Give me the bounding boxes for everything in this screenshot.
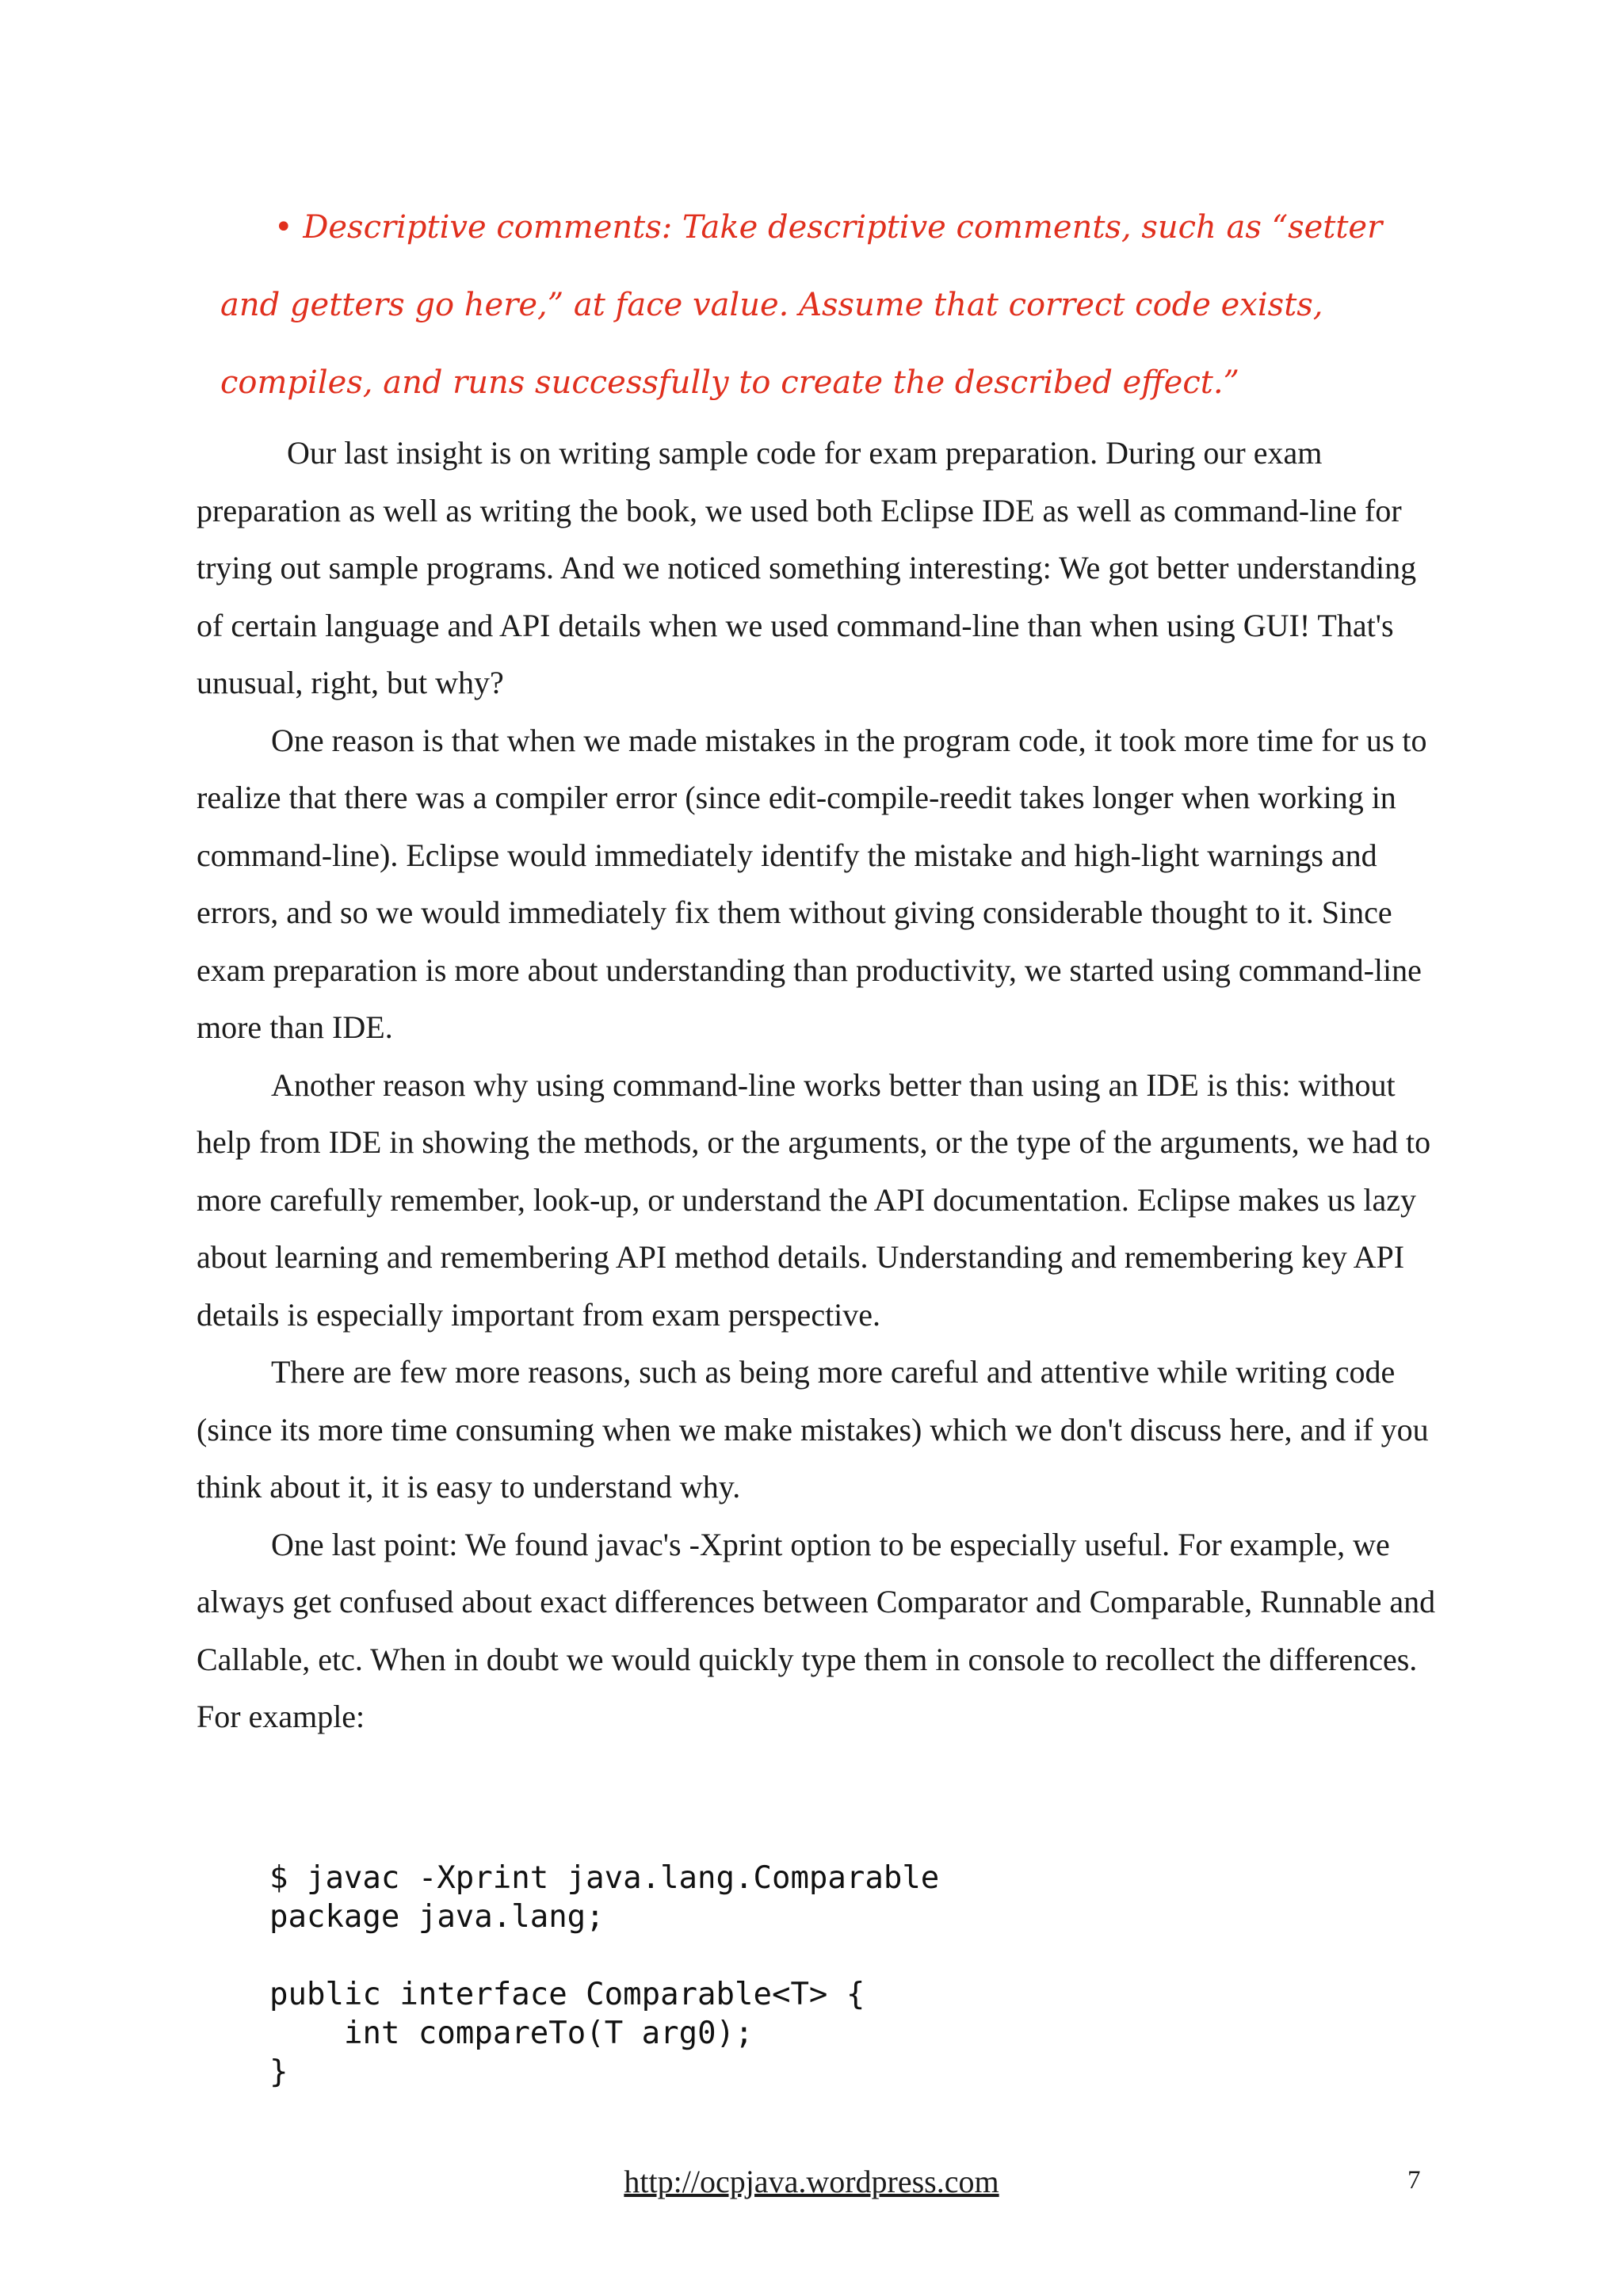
footer-website-link[interactable]: http://ocpjava.wordpress.com	[624, 2164, 999, 2199]
paragraph-one-reason: One reason is that when we made mistakes in the program code, it took more time for us to realize that there was a compiler error (since edit-compile-reedit takes longer when working in command-line). Eclipse would immediately identify the mistake and high-light warnings and errors, and so we would immediately fix them without giving considerable thought to it. Since exam preparation is more about understanding than productivity, we started using command-line more than IDE.	[197, 722, 1427, 1045]
code-line-command: $ javac -Xprint java.lang.Comparable	[269, 1860, 940, 1896]
body-text	[197, 425, 1441, 1746]
code-line-interface: public interface Comparable<T> {	[269, 1977, 865, 2012]
paragraph-last-point: One last point: We found javac's -Xprint option to be especially useful. For example, we always get confused about exact differences between Comparator and Comparable, Runnable and Callable, etc. When in doubt we would quickly type them in console to recollect the differences. For example:	[197, 1526, 1436, 1734]
paragraph-last-insight: Our last insight is on writing sample code for exam preparation. During our exam preparation as well as writing the book, we used both Eclipse IDE as well as command-line for trying out sample programs. And we noticed something interesting: We got better understanding of certain language and API details when we used command-line than when using GUI! That's unusual, right, but why?	[197, 435, 1417, 700]
note-text: Descriptive comments: Take descriptive comments, such as “setter and getters go here,” at face value. Assume that correct code exists, compiles, and runs successfully to create the described effect.”	[220, 209, 1383, 401]
code-line-package: package java.lang;	[269, 1899, 605, 1935]
code-line-method: int compareTo(T arg0);	[344, 2016, 754, 2051]
code-line-close-brace: }	[269, 2054, 288, 2090]
code-sample	[269, 1859, 939, 2092]
paragraph-few-more-reasons: There are few more reasons, such as being more careful and attentive while writing code (since its more time consuming when we make mistakes) which we don't discuss here, and if you think about it, it is easy to understand why.	[197, 1354, 1429, 1505]
code-blank-line	[269, 1936, 939, 1975]
paragraph-another-reason: Another reason why using command-line works better than using an IDE is this: without help from IDE in showing the methods, or the arguments, or the type of the arguments, we had to more carefully remember, look-up, or understand the API documentation. Eclipse makes us lazy about learning and remembering API method details. Understanding and remembering key API details is especially important from exam perspective.	[197, 1066, 1431, 1333]
note-bullet: •	[274, 209, 293, 246]
page-number: 7	[1407, 2166, 1421, 2195]
descriptive-comments-note	[220, 189, 1425, 421]
